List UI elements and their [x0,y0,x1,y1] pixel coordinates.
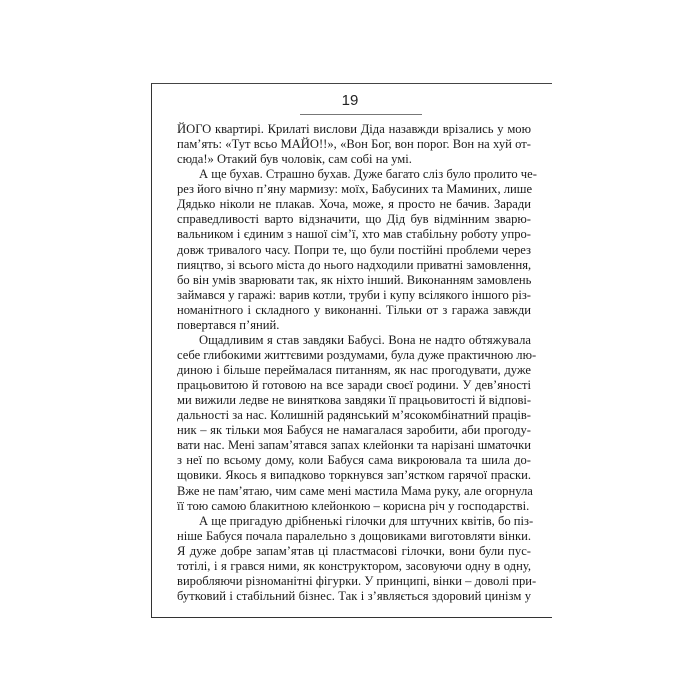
text-line: номанітного і складного у виконанні. Тільки от з гаража завжди [177,302,531,317]
text-line: вати нас. Мені запам’ятався запах клейонки та нарізані шматочки [177,438,531,453]
text-line: щовики. Якось я випадково торкнувся зап’ястком гарячої праски. [177,468,531,483]
text-line: пам’ять: «Тут всьо МАЙО!!», «Вон Бог, вон порог. Вон на хуй от- [177,137,531,152]
text-line: тотілі, і я грався ними, як конструктором, засовуючи одну в одну, [177,558,531,573]
text-line: пияцтво, зі всього міста до нього надходили приватні замовлення, [177,257,532,272]
text-line: справедливості варто відзначити, що Дід був відмінним зварю- [177,212,531,227]
page-number: 19 [341,92,359,109]
text-line: рез його вічно п’яну мармизу: моїх, Бабусиних та Маминих, лише [177,182,533,197]
text-line: повертався п’яний. [177,317,280,332]
text-line: ніше Бабуся почала паралельно з дощовиками виготовляти вінки. [177,528,531,543]
text-line: А ще бухав. Страшно бухав. Дуже багато сліз було пролито че- [199,167,537,182]
header-rule [300,114,422,115]
text-line: сюда!» Отакий був чоловік, сам собі на умі. [177,152,412,167]
body-text [177,122,537,604]
text-line: її тою самою блакитною клейонкою – корисна річ у господарстві. [177,498,530,513]
text-line: з неї по всьому дому, коли Бабуся сама викроювала та шила до- [177,453,531,468]
text-line: виробляючи різноманітні фігурки. У принципі, вінки – доволі при- [177,573,537,588]
text-line: себе глибокими життєвими роздумами, була дуже практичною лю- [177,347,537,362]
text-line: Ощадливим я став завдяки Бабусі. Вона не надто обтяжувала [199,332,531,347]
text-line: ник – як тільки моя Бабуся не намагалася заробити, аби прогоду- [177,423,531,438]
text-line: ми вижили ледве не виняткова завдяки її працьовитості й відпові- [177,393,532,408]
text-line: бутковий і стабільний бізнес. Так і з’являється здоровий цинізм у [177,588,531,603]
text-line: бо він умів зварювати так, як ніхто інший. Виконанням замовлень [177,272,532,287]
text-line: дальності за нас. Колишній радянський м’ясокомбінатний праців- [177,408,531,423]
text-line: Вже не пам’ятаю, чим саме мені мастила Мама руку, але огорнула [177,483,533,498]
text-line: займався у гаражі: варив котли, труби і купу всілякого іншого різ- [177,287,531,302]
text-line: Я дуже добре запам’ятав ці пластмасові гілочки, вони були пус- [177,543,531,558]
text-line: працьовитою й готовою на все заради своєї родини. У дев’яності [177,378,531,393]
text-line: довж тривалого часу. Попри те, що були постійні проблеми через [177,242,531,257]
text-line: Дядько ніколи не плакав. Хоча, може, я просто не бачив. Заради [177,197,531,212]
text-line: диною і більше переймалася питанням, як нас прогодувати, дуже [177,363,531,377]
text-line: ЙОГО квартирі. Крилаті вислови Діда назавжди врізались у мою [177,122,531,136]
text-line: вальником і єдиним з нашої сім’ї, хто мав стабільну роботу упро- [177,227,531,242]
text-line: А ще пригадую дрібненькі гілочки для штучних квітів, бо піз- [199,513,534,528]
